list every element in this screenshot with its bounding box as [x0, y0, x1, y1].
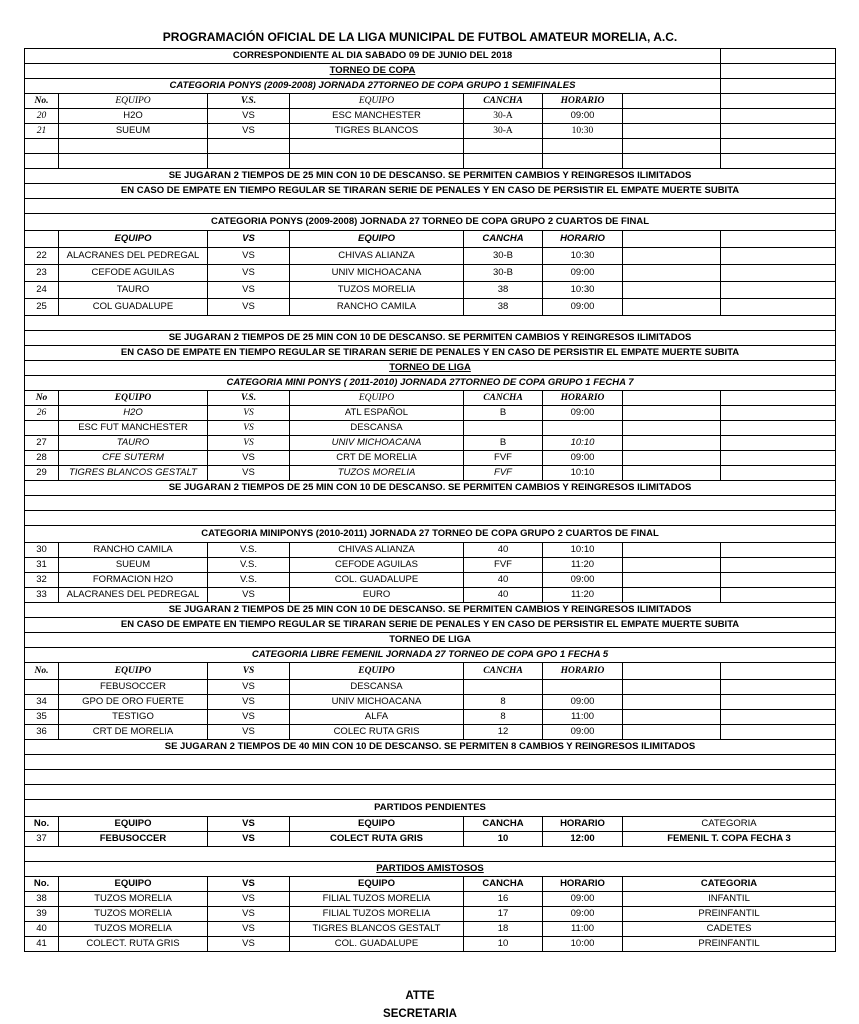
col-header-cancha: CANCHA	[464, 94, 543, 109]
sign-off-atte: ATTE	[405, 990, 435, 1002]
match-row: 30 RANCHO CAMILA V.S. CHIVAS ALIANZA 40 10:10	[25, 543, 836, 558]
schedule-table	[24, 48, 836, 952]
match-row: 26 H2O VS ATL ESPAÑOL B 09:00	[25, 406, 836, 421]
category-heading: CATEGORIA PONYS (2009-2008) JORNADA 27 TORNEO DE COPA GRUPO 2 CUARTOS DE FINAL	[25, 214, 836, 231]
col-header-equipo: EQUIPO	[290, 94, 464, 109]
match-row: 40 TUZOS MORELIA VS TIGRES BLANCOS GESTALT 18 11:00 CADETES	[25, 922, 836, 937]
match-row: 33 ALACRANES DEL PEDREGAL VS EURO 40 11:20	[25, 588, 836, 603]
col-header-equipo: EQUIPO	[290, 231, 464, 248]
category-heading: CATEGORIA MINI PONYS ( 2011-2010) JORNADA 27TORNEO DE COPA GRUPO 1 FECHA 7	[25, 376, 836, 391]
match-row: 39 TUZOS MORELIA VS FILIAL TUZOS MORELIA 17 09:00 PREINFANTIL	[25, 907, 836, 922]
col-header-equipo: EQUIPO	[59, 391, 208, 406]
col-header-no: No.	[25, 817, 59, 832]
rules-note: SE JUGARAN 2 TIEMPOS DE 25 MIN CON 10 DE DESCANSO. SE PERMITEN CAMBIOS Y REINGRESOS ILIMITADOS	[25, 331, 836, 346]
col-header-vs: VS	[208, 817, 290, 832]
col-header-cancha: CANCHA	[464, 817, 543, 832]
col-header-equipo: EQUIPO	[59, 94, 208, 109]
col-header-horario: HORARIO	[543, 231, 623, 248]
rules-note: SE JUGARAN 2 TIEMPOS DE 25 MIN CON 10 DE DESCANSO. SE PERMITEN CAMBIOS Y REINGRESOS ILIMITADOS	[25, 603, 836, 618]
torneo-liga-heading: TORNEO DE LIGA	[25, 633, 836, 648]
match-row: 37 FEBUSOCCER VS COLECT RUTA GRIS 10 12:00 FEMENIL T. COPA FECHA 3	[25, 832, 836, 847]
amistosos-heading: PARTIDOS AMISTOSOS	[25, 862, 836, 877]
date-line: CORRESPONDIENTE AL DIA SABADO 09 DE JUNIO DEL 2018	[25, 49, 721, 64]
category-heading: CATEGORIA MINIPONYS (2010-2011) JORNADA 27 TORNEO DE COPA GRUPO 2 CUARTOS DE FINAL	[25, 526, 836, 543]
match-row: 20 H2O VS ESC MANCHESTER 30-A 09:00	[25, 109, 836, 124]
match-row: 35 TESTIGO VS ALFA 8 11:00	[25, 710, 836, 725]
match-row: 27 TAURO VS UNIV MICHOACANA B 10:10	[25, 436, 836, 451]
col-header-equipo: EQUIPO	[290, 663, 464, 680]
match-row: 34 GPO DE ORO FUERTE VS UNIV MICHOACANA 8 09:00	[25, 695, 836, 710]
col-header-equipo: EQUIPO	[59, 877, 208, 892]
match-row: 24 TAURO VS TUZOS MORELIA 38 10:30	[25, 282, 836, 299]
col-header-vs: VS	[208, 231, 290, 248]
tiebreak-note: EN CASO DE EMPATE EN TIEMPO REGULAR SE TIRARAN SERIE DE PENALES Y EN CASO DE PERSISTIR EL EMPATE MUERTE SUBITA	[25, 184, 836, 199]
col-header-equipo: EQUIPO	[290, 391, 464, 406]
tiebreak-note: EN CASO DE EMPATE EN TIEMPO REGULAR SE TIRARAN SERIE DE PENALES Y EN CASO DE PERSISTIR EL EMPATE MUERTE SUBITA	[25, 346, 836, 361]
match-row: 36 CRT DE MORELIA VS COLEC RUTA GRIS 12 09:00	[25, 725, 836, 740]
match-row: 23 CEFODE AGUILAS VS UNIV MICHOACANA 30-B 09:00	[25, 265, 836, 282]
pendientes-heading: PARTIDOS PENDIENTES	[25, 800, 836, 817]
col-header-no: No.	[25, 94, 59, 109]
rules-note: SE JUGARAN 2 TIEMPOS DE 25 MIN CON 10 DE DESCANSO. SE PERMITEN CAMBIOS Y REINGRESOS ILIMITADOS	[25, 169, 836, 184]
col-header-cancha: CANCHA	[464, 391, 543, 406]
col-header-no: No	[25, 391, 59, 406]
sign-off-secretaria: SECRETARIA	[383, 1008, 457, 1020]
match-row: 22 ALACRANES DEL PEDREGAL VS CHIVAS ALIANZA 30-B 10:30	[25, 248, 836, 265]
match-row: 28 CFE SUTERM VS CRT DE MORELIA FVF 09:00	[25, 451, 836, 466]
col-header-horario: HORARIO	[543, 663, 623, 680]
col-header-categoria: CATEGORIA	[623, 877, 836, 892]
match-row: ESC FUT MANCHESTER VS DESCANSA	[25, 421, 836, 436]
match-row: 32 FORMACION H2O V.S. COL. GUADALUPE 40 09:00	[25, 573, 836, 588]
col-header-equipo: EQUIPO	[290, 817, 464, 832]
col-header-categoria: CATEGORIA	[623, 817, 836, 832]
col-header-equipo: EQUIPO	[59, 231, 208, 248]
col-header-vs: V.S.	[208, 391, 290, 406]
category-heading: CATEGORIA PONYS (2009-2008) JORNADA 27TORNEO DE COPA GRUPO 1 SEMIFINALES	[25, 79, 721, 94]
tiebreak-note: EN CASO DE EMPATE EN TIEMPO REGULAR SE TIRARAN SERIE DE PENALES Y EN CASO DE PERSISTIR EL EMPATE MUERTE SUBITA	[25, 618, 836, 633]
match-row: 21 SUEUM VS TIGRES BLANCOS 30-A 10:30	[25, 124, 836, 139]
col-header-vs: VS	[208, 877, 290, 892]
match-row: 41 COLECT. RUTA GRIS VS COL. GUADALUPE 10 10:00 PREINFANTIL	[25, 937, 836, 952]
col-header-equipo: EQUIPO	[290, 877, 464, 892]
col-header-equipo: EQUIPO	[59, 663, 208, 680]
torneo-liga-heading: TORNEO DE LIGA	[25, 361, 836, 376]
col-header-cancha: CANCHA	[464, 877, 543, 892]
col-header-vs: V.S.	[208, 94, 290, 109]
match-row: FEBUSOCCER VS DESCANSA	[25, 680, 836, 695]
rules-note: SE JUGARAN 2 TIEMPOS DE 25 MIN CON 10 DE DESCANSO. SE PERMITEN CAMBIOS Y REINGRESOS ILIMITADOS	[25, 481, 836, 496]
match-row: 25 COL GUADALUPE VS RANCHO CAMILA 38 09:00	[25, 299, 836, 316]
col-header-no: No.	[25, 877, 59, 892]
col-header-horario: HORARIO	[543, 391, 623, 406]
category-heading: CATEGORIA LIBRE FEMENIL JORNADA 27 TORNEO DE COPA GPO 1 FECHA 5	[25, 648, 836, 663]
match-row: 29 TIGRES BLANCOS GESTALT VS TUZOS MORELIA FVF 10:10	[25, 466, 836, 481]
document-title: PROGRAMACIÓN OFICIAL DE LA LIGA MUNICIPAL DE FUTBOL AMATEUR MORELIA, A.C.	[162, 30, 678, 44]
torneo-copa-heading: TORNEO DE COPA	[25, 64, 721, 79]
col-header-horario: HORARIO	[543, 817, 623, 832]
match-row: 38 TUZOS MORELIA VS FILIAL TUZOS MORELIA 16 09:00 INFANTIL	[25, 892, 836, 907]
col-header-equipo: EQUIPO	[59, 817, 208, 832]
col-header-horario: HORARIO	[543, 877, 623, 892]
col-header-cancha: CANCHA	[464, 231, 543, 248]
col-header-horario: HORARIO	[543, 94, 623, 109]
rules-note: SE JUGARAN 2 TIEMPOS DE 40 MIN CON 10 DE DESCANSO. SE PERMITEN 8 CAMBIOS Y REINGRESOS ILIMITADOS	[25, 740, 836, 755]
col-header-no: No.	[25, 663, 59, 680]
col-header-vs: VS	[208, 663, 290, 680]
match-row: 31 SUEUM V.S. CEFODE AGUILAS FVF 11:20	[25, 558, 836, 573]
col-header-cancha: CANCHA	[464, 663, 543, 680]
